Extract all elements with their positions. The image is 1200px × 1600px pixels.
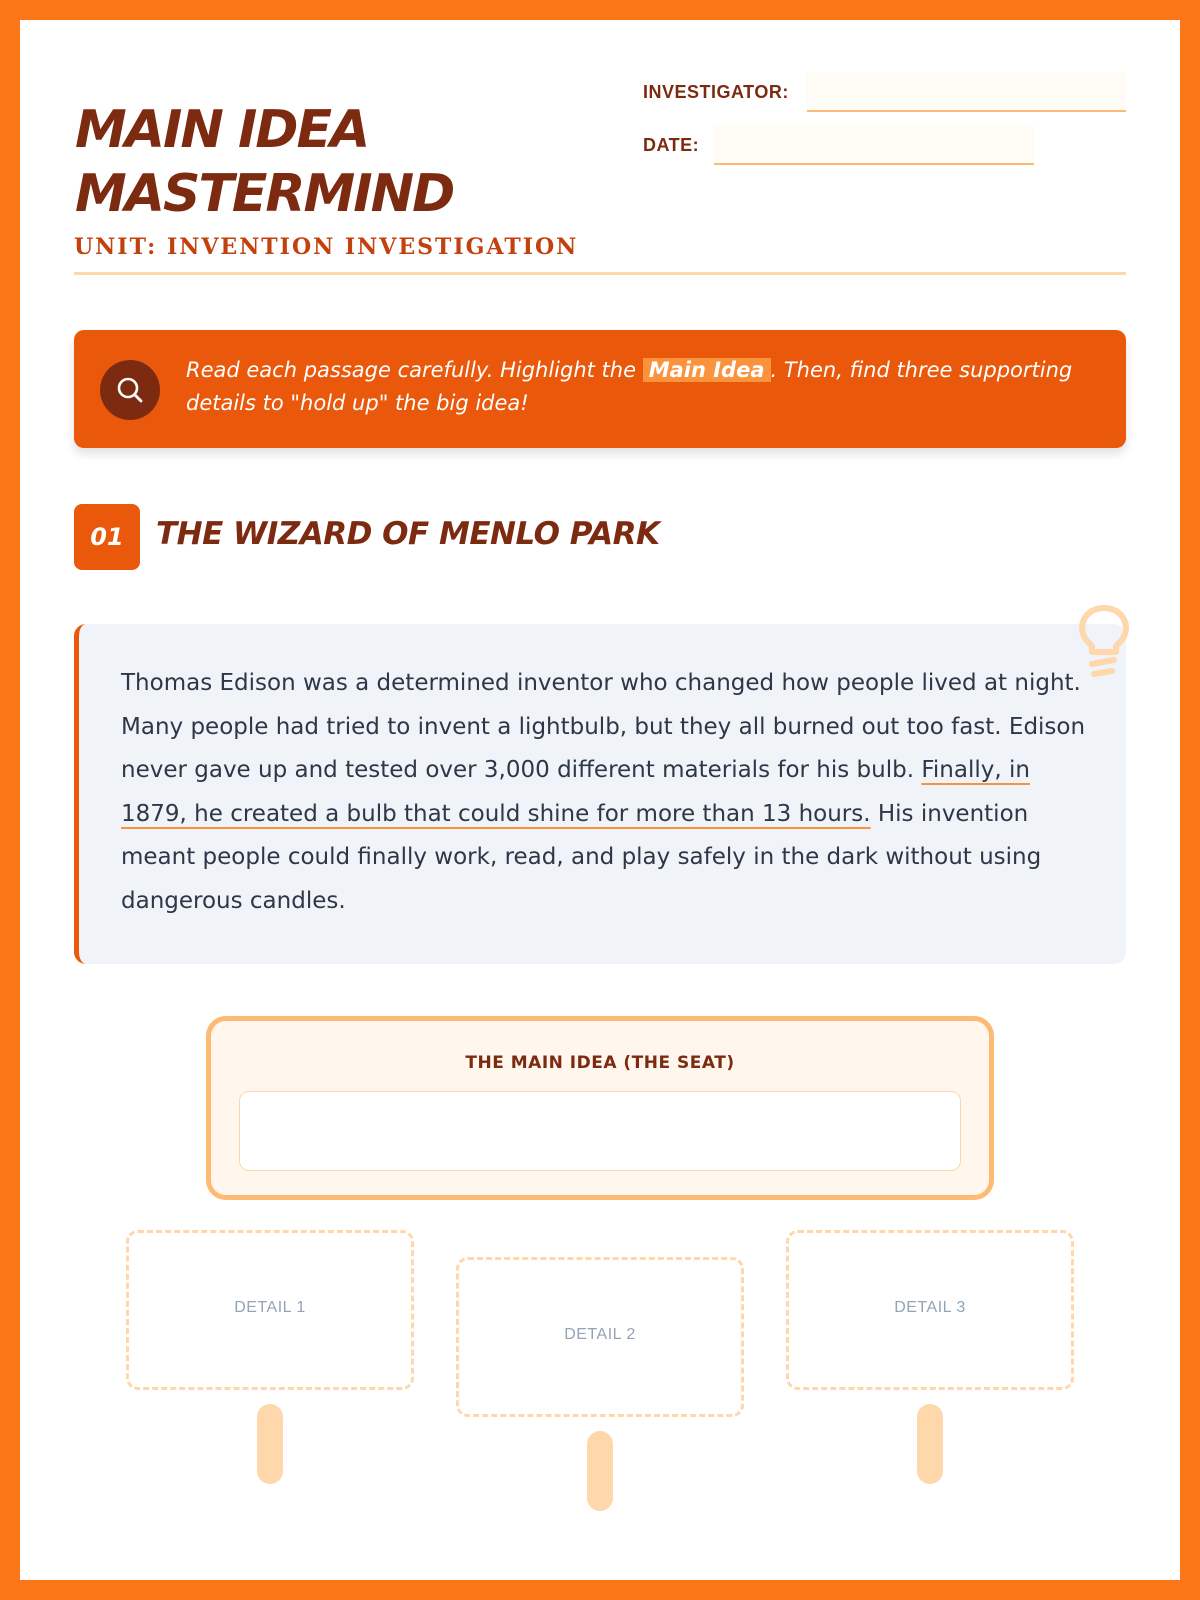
lightbulb-icon bbox=[1078, 604, 1130, 688]
instructions-text-before: Read each passage carefully. Highlight the bbox=[186, 358, 637, 382]
section-title: THE WIZARD OF MENLO PARK bbox=[156, 516, 660, 552]
section-number-badge: 01 bbox=[74, 504, 140, 570]
title-line-2: MASTERMIND bbox=[75, 164, 454, 224]
worksheet-page bbox=[20, 20, 1180, 1580]
title-line-1: MAIN IDEA bbox=[75, 100, 369, 160]
passage-text bbox=[121, 662, 1091, 923]
detail-box-2[interactable] bbox=[456, 1257, 744, 1417]
unit-subtitle: UNIT: INVENTION INVESTIGATION bbox=[74, 234, 579, 260]
passage-text-before: Thomas Edison was a determined inventor who changed how people lived at night. Many people had tried to invent a lightbulb, but they all burned out too fast. Edison never gave up and tested over 3,000 different materials for his bulb. bbox=[121, 670, 1086, 783]
investigator-field[interactable] bbox=[807, 72, 1126, 112]
main-idea-input[interactable] bbox=[239, 1091, 961, 1171]
passage-underlined-sentence: Finally, in 1879, he created a bulb that could shine for more than 13 hours. bbox=[121, 757, 1030, 827]
main-idea-seat bbox=[206, 1016, 994, 1200]
main-idea-label: THE MAIN IDEA (THE SEAT) bbox=[465, 1053, 735, 1073]
instructions-text bbox=[186, 354, 1086, 420]
instructions-text-after: . Then, find three supporting details to "hold up" the big idea! bbox=[186, 358, 1073, 415]
stool-leg-2 bbox=[587, 1431, 613, 1511]
detail-label-1: DETAIL 1 bbox=[234, 1299, 306, 1316]
detail-box-1[interactable] bbox=[126, 1230, 414, 1390]
page-title bbox=[75, 98, 595, 226]
passage-text-after: His invention meant people could finally work, read, and play safely in the dark without using dangerous candles. bbox=[121, 800, 1042, 914]
reading-passage bbox=[74, 624, 1126, 964]
main-idea-highlight: Main Idea bbox=[643, 358, 771, 382]
detail-label-2: DETAIL 2 bbox=[564, 1326, 636, 1343]
stool-leg-3 bbox=[917, 1404, 943, 1484]
instructions-banner bbox=[74, 330, 1126, 448]
stool-leg-1 bbox=[257, 1404, 283, 1484]
date-field[interactable] bbox=[714, 125, 1034, 165]
investigator-label: INVESTIGATOR: bbox=[643, 82, 789, 102]
search-icon bbox=[100, 360, 160, 420]
header-divider bbox=[74, 272, 1126, 275]
detail-label-3: DETAIL 3 bbox=[894, 1299, 966, 1316]
detail-box-3[interactable] bbox=[786, 1230, 1074, 1390]
date-label: DATE: bbox=[643, 135, 700, 155]
